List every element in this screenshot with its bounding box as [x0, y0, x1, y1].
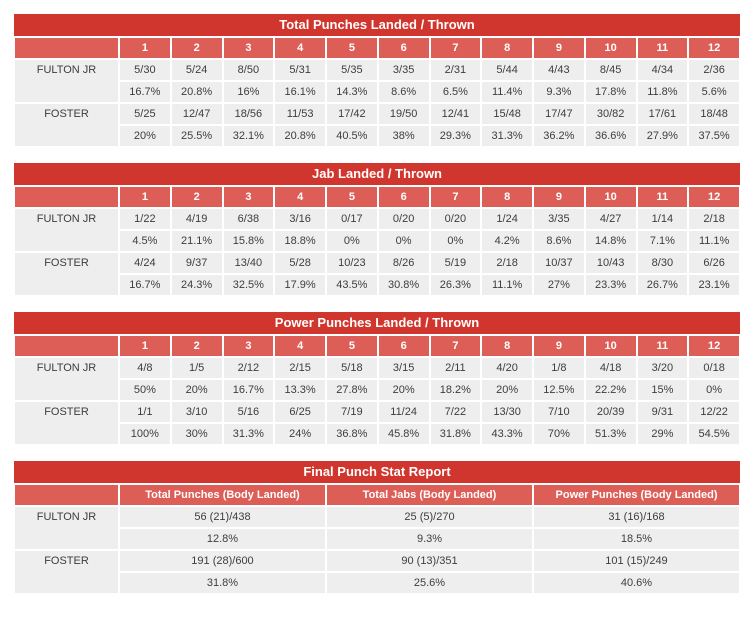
corner-cell [14, 37, 119, 59]
stats-table [14, 186, 740, 296]
percent-cell: 12.5% [533, 379, 585, 401]
column-header-cell: 9 [533, 186, 585, 208]
landed-thrown-cell: 1/22 [119, 208, 171, 230]
landed-thrown-cell: 17/47 [533, 103, 585, 125]
column-header-cell: 2 [171, 186, 223, 208]
column-header-cell: 8 [481, 335, 533, 357]
landed-thrown-cell: 6/25 [274, 401, 326, 423]
column-header-cell: 2 [171, 335, 223, 357]
percent-cell: 25.5% [171, 125, 223, 147]
percent-cell: 36.8% [326, 423, 378, 445]
percent-cell: 20% [378, 379, 430, 401]
percent-cell: 15% [637, 379, 689, 401]
landed-thrown-cell: 3/20 [637, 357, 689, 379]
column-header-cell: 11 [637, 186, 689, 208]
landed-thrown-cell: 13/40 [223, 252, 275, 274]
landed-thrown-cell: 2/12 [223, 357, 275, 379]
percent-cell: 25.6% [326, 572, 533, 594]
landed-thrown-cell: 5/30 [119, 59, 171, 81]
landed-thrown-cell: 0/18 [688, 357, 740, 379]
landed-thrown-cell: 8/30 [637, 252, 689, 274]
landed-thrown-cell: 4/19 [171, 208, 223, 230]
percent-cell: 36.2% [533, 125, 585, 147]
percent-cell: 26.3% [430, 274, 482, 296]
column-header-cell: 11 [637, 335, 689, 357]
stats-table [14, 37, 740, 147]
percent-cell: 11.1% [481, 274, 533, 296]
landed-thrown-cell: 2/36 [688, 59, 740, 81]
landed-thrown-cell: 4/8 [119, 357, 171, 379]
percent-cell: 70% [533, 423, 585, 445]
percent-cell: 11.1% [688, 230, 740, 252]
table-title: Jab Landed / Thrown [14, 163, 740, 185]
column-header-cell: 3 [223, 335, 275, 357]
fighter-percent-row [14, 528, 740, 550]
column-header-cell: 10 [585, 186, 637, 208]
landed-thrown-cell: 6/26 [688, 252, 740, 274]
column-header-cell: 5 [326, 335, 378, 357]
column-header-cell: 9 [533, 335, 585, 357]
column-header-cell: 8 [481, 37, 533, 59]
column-header-cell: 10 [585, 335, 637, 357]
column-header-cell: 11 [637, 37, 689, 59]
landed-thrown-cell: 4/20 [481, 357, 533, 379]
column-header-cell: 5 [326, 186, 378, 208]
percent-cell: 23.3% [585, 274, 637, 296]
percent-cell: 26.7% [637, 274, 689, 296]
landed-thrown-cell: 17/42 [326, 103, 378, 125]
percent-cell: 27.8% [326, 379, 378, 401]
landed-thrown-cell: 56 (21)/438 [119, 506, 326, 528]
column-header-cell: 12 [688, 186, 740, 208]
percent-cell: 31.3% [481, 125, 533, 147]
percent-cell: 16.7% [119, 274, 171, 296]
percent-cell: 5.6% [688, 81, 740, 103]
landed-thrown-cell: 10/37 [533, 252, 585, 274]
percent-cell: 22.2% [585, 379, 637, 401]
landed-thrown-cell: 0/17 [326, 208, 378, 230]
landed-thrown-cell: 191 (28)/600 [119, 550, 326, 572]
column-header-cell: 12 [688, 37, 740, 59]
stats-table-section [14, 14, 740, 147]
landed-thrown-cell: 1/5 [171, 357, 223, 379]
landed-thrown-cell: 2/31 [430, 59, 482, 81]
landed-thrown-cell: 10/43 [585, 252, 637, 274]
landed-thrown-cell: 2/18 [688, 208, 740, 230]
landed-thrown-cell: 8/50 [223, 59, 275, 81]
landed-thrown-cell: 1/1 [119, 401, 171, 423]
percent-cell: 16.1% [274, 81, 326, 103]
fighter-values-row [14, 550, 740, 572]
landed-thrown-cell: 15/48 [481, 103, 533, 125]
header-row [14, 186, 740, 208]
percent-cell: 14.8% [585, 230, 637, 252]
column-header-cell: 3 [223, 186, 275, 208]
percent-cell: 20.8% [171, 81, 223, 103]
landed-thrown-cell: 7/10 [533, 401, 585, 423]
percent-cell: 11.8% [637, 81, 689, 103]
percent-cell: 31.3% [223, 423, 275, 445]
landed-thrown-cell: 1/24 [481, 208, 533, 230]
stats-table-section [14, 461, 740, 594]
percent-cell: 29.3% [430, 125, 482, 147]
percent-cell: 8.6% [533, 230, 585, 252]
table-title: Power Punches Landed / Thrown [14, 312, 740, 334]
landed-thrown-cell: 12/22 [688, 401, 740, 423]
fighter-name-cell: FOSTER [14, 103, 119, 147]
header-row [14, 37, 740, 59]
percent-cell: 50% [119, 379, 171, 401]
landed-thrown-cell: 18/48 [688, 103, 740, 125]
column-header-cell: 1 [119, 37, 171, 59]
percent-cell: 6.5% [430, 81, 482, 103]
percent-cell: 29% [637, 423, 689, 445]
landed-thrown-cell: 25 (5)/270 [326, 506, 533, 528]
column-header-cell: 7 [430, 186, 482, 208]
percent-cell: 20% [119, 125, 171, 147]
landed-thrown-cell: 7/19 [326, 401, 378, 423]
landed-thrown-cell: 4/18 [585, 357, 637, 379]
percent-cell: 4.5% [119, 230, 171, 252]
percent-cell: 20% [481, 379, 533, 401]
landed-thrown-cell: 11/53 [274, 103, 326, 125]
percent-cell: 16.7% [119, 81, 171, 103]
landed-thrown-cell: 19/50 [378, 103, 430, 125]
column-header-cell: 7 [430, 335, 482, 357]
column-header-cell: 3 [223, 37, 275, 59]
percent-cell: 24% [274, 423, 326, 445]
column-header-cell: 8 [481, 186, 533, 208]
landed-thrown-cell: 1/8 [533, 357, 585, 379]
percent-cell: 18.5% [533, 528, 740, 550]
column-header-cell: 10 [585, 37, 637, 59]
stats-table-section [14, 312, 740, 445]
fighter-name-cell: FULTON JR [14, 208, 119, 252]
column-header-cell: 7 [430, 37, 482, 59]
percent-cell: 20% [171, 379, 223, 401]
landed-thrown-cell: 7/22 [430, 401, 482, 423]
column-header-cell: 6 [378, 37, 430, 59]
fighter-values-row [14, 208, 740, 230]
landed-thrown-cell: 12/47 [171, 103, 223, 125]
percent-cell: 38% [378, 125, 430, 147]
column-header-cell: 2 [171, 37, 223, 59]
fighter-name-cell: FOSTER [14, 252, 119, 296]
percent-cell: 32.1% [223, 125, 275, 147]
landed-thrown-cell: 9/31 [637, 401, 689, 423]
landed-thrown-cell: 2/18 [481, 252, 533, 274]
fighter-percent-row [14, 572, 740, 594]
percent-cell: 21.1% [171, 230, 223, 252]
landed-thrown-cell: 3/35 [533, 208, 585, 230]
fighter-percent-row [14, 230, 740, 252]
column-header-cell: 12 [688, 335, 740, 357]
fighter-percent-row [14, 125, 740, 147]
percent-cell: 40.6% [533, 572, 740, 594]
column-header-cell: 9 [533, 37, 585, 59]
percent-cell: 27% [533, 274, 585, 296]
landed-thrown-cell: 90 (13)/351 [326, 550, 533, 572]
corner-cell [14, 186, 119, 208]
landed-thrown-cell: 5/35 [326, 59, 378, 81]
percent-cell: 43.5% [326, 274, 378, 296]
landed-thrown-cell: 3/35 [378, 59, 430, 81]
percent-cell: 37.5% [688, 125, 740, 147]
landed-thrown-cell: 1/14 [637, 208, 689, 230]
landed-thrown-cell: 0/20 [430, 208, 482, 230]
landed-thrown-cell: 18/56 [223, 103, 275, 125]
landed-thrown-cell: 31 (16)/168 [533, 506, 740, 528]
fighter-percent-row [14, 423, 740, 445]
landed-thrown-cell: 11/24 [378, 401, 430, 423]
stats-table [14, 335, 740, 445]
percent-cell: 100% [119, 423, 171, 445]
stats-table-section [14, 163, 740, 296]
landed-thrown-cell: 5/24 [171, 59, 223, 81]
fighter-values-row [14, 59, 740, 81]
percent-cell: 20.8% [274, 125, 326, 147]
column-header-cell: 6 [378, 186, 430, 208]
percent-cell: 0% [326, 230, 378, 252]
percent-cell: 8.6% [378, 81, 430, 103]
column-header-cell: 4 [274, 186, 326, 208]
landed-thrown-cell: 5/25 [119, 103, 171, 125]
landed-thrown-cell: 3/10 [171, 401, 223, 423]
percent-cell: 17.8% [585, 81, 637, 103]
landed-thrown-cell: 5/28 [274, 252, 326, 274]
landed-thrown-cell: 30/82 [585, 103, 637, 125]
percent-cell: 11.4% [481, 81, 533, 103]
percent-cell: 0% [688, 379, 740, 401]
percent-cell: 14.3% [326, 81, 378, 103]
landed-thrown-cell: 8/45 [585, 59, 637, 81]
fighter-name-cell: FULTON JR [14, 59, 119, 103]
landed-thrown-cell: 4/24 [119, 252, 171, 274]
percent-cell: 4.2% [481, 230, 533, 252]
fighter-percent-row [14, 274, 740, 296]
column-header-cell: 1 [119, 335, 171, 357]
landed-thrown-cell: 5/16 [223, 401, 275, 423]
landed-thrown-cell: 5/44 [481, 59, 533, 81]
landed-thrown-cell: 13/30 [481, 401, 533, 423]
landed-thrown-cell: 0/20 [378, 208, 430, 230]
landed-thrown-cell: 12/41 [430, 103, 482, 125]
fighter-percent-row [14, 81, 740, 103]
fighter-name-cell: FULTON JR [14, 357, 119, 401]
percent-cell: 54.5% [688, 423, 740, 445]
percent-cell: 36.6% [585, 125, 637, 147]
fighter-name-cell: FOSTER [14, 550, 119, 594]
percent-cell: 31.8% [430, 423, 482, 445]
percent-cell: 31.8% [119, 572, 326, 594]
percent-cell: 32.5% [223, 274, 275, 296]
landed-thrown-cell: 4/27 [585, 208, 637, 230]
landed-thrown-cell: 5/31 [274, 59, 326, 81]
percent-cell: 16% [223, 81, 275, 103]
fighter-name-cell: FULTON JR [14, 506, 119, 550]
fighter-percent-row [14, 379, 740, 401]
fighter-name-cell: FOSTER [14, 401, 119, 445]
percent-cell: 30.8% [378, 274, 430, 296]
percent-cell: 0% [378, 230, 430, 252]
percent-cell: 24.3% [171, 274, 223, 296]
fighter-values-row [14, 252, 740, 274]
percent-cell: 0% [430, 230, 482, 252]
landed-thrown-cell: 2/15 [274, 357, 326, 379]
stats-table [14, 484, 740, 594]
column-header-cell: 1 [119, 186, 171, 208]
header-row [14, 335, 740, 357]
percent-cell: 9.3% [533, 81, 585, 103]
percent-cell: 13.3% [274, 379, 326, 401]
header-row [14, 484, 740, 506]
landed-thrown-cell: 3/16 [274, 208, 326, 230]
percent-cell: 16.7% [223, 379, 275, 401]
landed-thrown-cell: 8/26 [378, 252, 430, 274]
landed-thrown-cell: 101 (15)/249 [533, 550, 740, 572]
percent-cell: 45.8% [378, 423, 430, 445]
column-header-cell: Total Jabs (Body Landed) [326, 484, 533, 506]
corner-cell [14, 335, 119, 357]
landed-thrown-cell: 2/11 [430, 357, 482, 379]
percent-cell: 9.3% [326, 528, 533, 550]
fighter-values-row [14, 357, 740, 379]
fighter-values-row [14, 401, 740, 423]
landed-thrown-cell: 6/38 [223, 208, 275, 230]
percent-cell: 18.8% [274, 230, 326, 252]
fighter-values-row [14, 103, 740, 125]
landed-thrown-cell: 20/39 [585, 401, 637, 423]
landed-thrown-cell: 4/34 [637, 59, 689, 81]
percent-cell: 30% [171, 423, 223, 445]
landed-thrown-cell: 9/37 [171, 252, 223, 274]
percent-cell: 43.3% [481, 423, 533, 445]
landed-thrown-cell: 3/15 [378, 357, 430, 379]
percent-cell: 40.5% [326, 125, 378, 147]
corner-cell [14, 484, 119, 506]
table-title: Total Punches Landed / Thrown [14, 14, 740, 36]
column-header-cell: 6 [378, 335, 430, 357]
percent-cell: 27.9% [637, 125, 689, 147]
column-header-cell: Total Punches (Body Landed) [119, 484, 326, 506]
column-header-cell: 4 [274, 335, 326, 357]
percent-cell: 51.3% [585, 423, 637, 445]
column-header-cell: Power Punches (Body Landed) [533, 484, 740, 506]
percent-cell: 15.8% [223, 230, 275, 252]
table-title: Final Punch Stat Report [14, 461, 740, 483]
percent-cell: 17.9% [274, 274, 326, 296]
fighter-values-row [14, 506, 740, 528]
column-header-cell: 4 [274, 37, 326, 59]
landed-thrown-cell: 17/61 [637, 103, 689, 125]
percent-cell: 23.1% [688, 274, 740, 296]
landed-thrown-cell: 5/18 [326, 357, 378, 379]
percent-cell: 7.1% [637, 230, 689, 252]
percent-cell: 12.8% [119, 528, 326, 550]
landed-thrown-cell: 10/23 [326, 252, 378, 274]
column-header-cell: 5 [326, 37, 378, 59]
landed-thrown-cell: 4/43 [533, 59, 585, 81]
percent-cell: 18.2% [430, 379, 482, 401]
landed-thrown-cell: 5/19 [430, 252, 482, 274]
